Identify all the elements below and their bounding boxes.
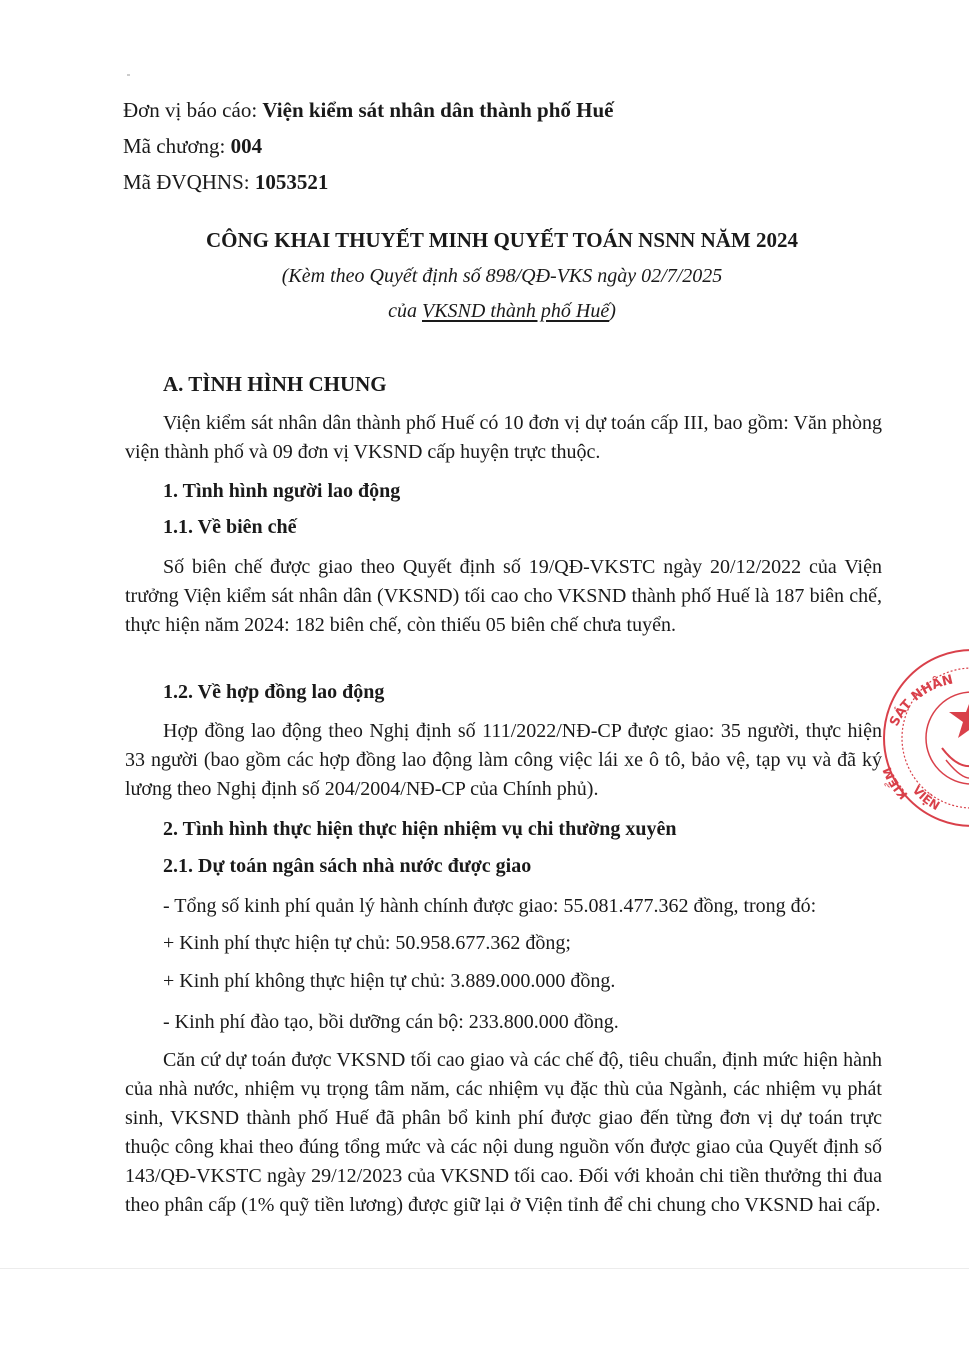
section-2-1-heading: 2.1. Dự toán ngân sách nhà nước được giao [163, 855, 532, 877]
subtitle-prefix: của [388, 300, 422, 322]
section-1-2-text: Hợp đồng lao động theo Nghị định số 111/2022/NĐ-CP được giao: 35 người, thực hiện 33 người (bao gồm các hợp đồng lao động làm công việc lái xe ô tô, bảo vệ, tạp vụ và đã ký lương theo Nghị định số 204/2004/NĐ-CP của Chính phủ). [125, 720, 882, 800]
section-2-heading: 2. Tình hình thực hiện thực hiện nhiệm vụ chi thường xuyên [163, 818, 677, 840]
reporting-unit-label: Đơn vị báo cáo: [123, 98, 258, 122]
scan-artifact-line [0, 1268, 969, 1269]
official-seal [872, 648, 969, 828]
section-1-2-heading: 1.2. Về hợp đồng lao động [163, 681, 385, 703]
budget-autonomous-line: + Kinh phí thực hiện tự chủ: 50.958.677.362 đồng; [163, 932, 571, 954]
seal-text-left: KIỂM [880, 765, 911, 803]
chapter-code-label: Mã chương: [123, 134, 226, 158]
section-a-heading: A. TÌNH HÌNH CHUNG [163, 372, 387, 396]
reporting-unit-line [123, 97, 614, 123]
seal-star-icon [949, 696, 969, 738]
reporting-unit-value: Viện kiểm sát nhân dân thành phố Huế [262, 98, 614, 122]
scan-speck [127, 74, 130, 76]
chapter-code-line [123, 133, 262, 159]
budget-code-label: Mã ĐVQHNS: [123, 170, 250, 194]
subtitle-suffix: ) [609, 300, 616, 322]
budget-training-line: - Kinh phí đào tạo, bồi dưỡng cán bộ: 233.800.000 đồng. [163, 1011, 619, 1033]
seal-text-bottom: VIỆN [909, 782, 943, 814]
document-title: CÔNG KHAI THUYẾT MINH QUYẾT TOÁN NSNN NĂM 2024 [206, 228, 798, 252]
allocation-paragraph: Căn cứ dự toán được VKSND tối cao giao và các chế độ, tiêu chuẩn, định mức hiện hành của nhà nước, nhiệm vụ trọng tâm năm, các nhiệm vụ đặc thù của Ngành, các nhiệm vụ phát sinh, VKSND thành phố Huế đã phân bổ kinh phí được giao đến từng đơn vị dự toán trực thuộc công khai theo đúng tổng mức và các nội dung nguồn vốn được giao của Quyết định số 143/QĐ-VKSTC ngày 29/12/2023 của VKSND tối cao. Đối với khoản chi tiền thưởng thi đua theo phân cấp (1% quỹ tiền lương) được giữ lại ở Viện tỉnh để chi chung cho VKSND hai cấp. [125, 1049, 882, 1216]
budget-code-value: 1053521 [254, 170, 329, 194]
section-a-intro: Viện kiểm sát nhân dân thành phố Huế có 10 đơn vị dự toán cấp III, bao gồm: Văn phòng viện thành phố và 09 đơn vị VKSND cấp huyện trực thuộc. [125, 412, 882, 463]
budget-code-line [123, 169, 328, 195]
budget-non-autonomous-line: + Kinh phí không thực hiện tự chủ: 3.889.000.000 đồng. [163, 970, 616, 992]
chapter-code-value: 004 [230, 134, 263, 158]
seal-wreath-icon [942, 748, 969, 766]
section-1-1-heading: 1.1. Về biên chế [163, 516, 297, 538]
document-subtitle-line1: (Kèm theo Quyết định số 898/QĐ-VKS ngày 02/7/2025 [281, 265, 723, 287]
budget-total-line: - Tổng số kinh phí quản lý hành chính được giao: 55.081.477.362 đồng, trong đó: [163, 895, 817, 917]
document-subtitle-line2 [0, 298, 969, 324]
seal-emblem-ring [926, 692, 969, 784]
section-1-1-text: Số biên chế được giao theo Quyết định số 19/QĐ-VKSTC ngày 20/12/2022 của Viện trưởng Viện kiểm sát nhân dân (VKSND) tối cao cho VKSND thành phố Huế là 187 biên chế, thực hiện năm 2024: 182 biên chế, còn thiếu 05 biên chế chưa tuyển. [125, 556, 882, 636]
section-1-heading: 1. Tình hình người lao động [163, 480, 401, 502]
subtitle-issuer: VKSND thành phố Huế [422, 300, 610, 322]
seal-text-top: SÁT NHÂN [887, 672, 955, 729]
